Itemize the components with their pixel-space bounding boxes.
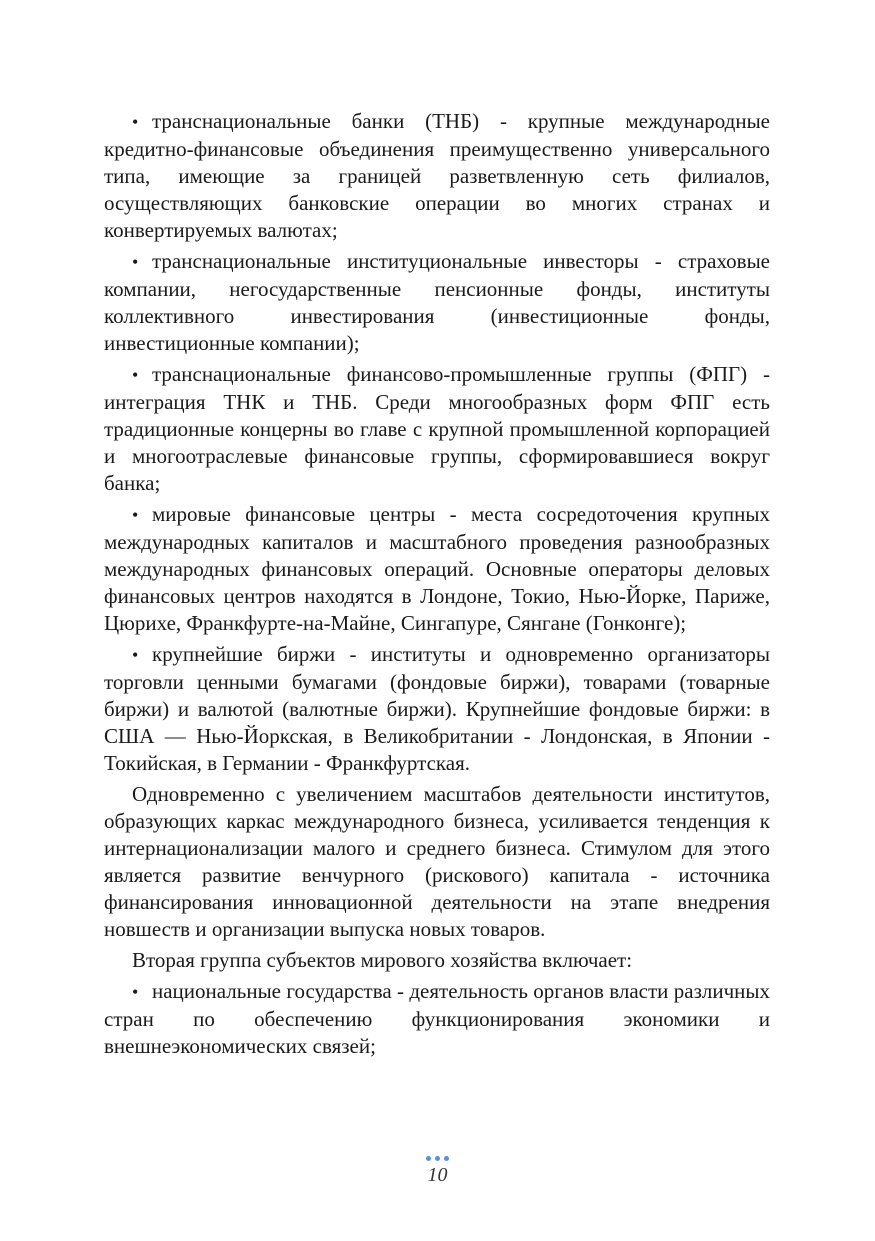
bullet-item-exchanges bbox=[104, 641, 770, 777]
paragraph-text: национальные государства - деятельность органов власти различных стран по обеспечению функционирования экономики и внешнеэкономических связей; bbox=[104, 979, 770, 1058]
paragraph-text: транснациональные финансово-промышленные группы (ФПГ) - интеграция ТНК и ТНБ. Среди многообразных форм ФПГ есть традиционные концерны во главе с крупной промышленной корпорацией и многоотраслевые финансовые группы, сформировавшиеся вокруг банка; bbox=[104, 362, 770, 495]
bullet-item-investors bbox=[104, 248, 770, 357]
paragraph-text: транснациональные банки (ТНБ) - крупные международные кредитно-финансовые объединения преимущественно универсального типа, имеющие за границей разветвленную сеть филиалов, осуществляющих банковские операции во многих странах и конвертируемых валютах; bbox=[104, 109, 770, 242]
page-number: 10 bbox=[427, 1164, 448, 1186]
bullet-item-fpg bbox=[104, 361, 770, 497]
bullet-item-national-states bbox=[104, 978, 770, 1060]
paragraph-text: транснациональные институциональные инвесторы - страховые компании, негосударственные пенсионные фонды, институты коллективного инвестирования (инвестиционные фонды, инвестиционные компании); bbox=[104, 249, 770, 355]
paragraph-text: Вторая группа субъектов мирового хозяйства включает: bbox=[132, 948, 633, 972]
ornament-dot bbox=[435, 1156, 440, 1161]
paragraph-text: крупнейшие биржи - институты и одновременно организаторы торговли ценными бумагами (фондовые биржи), товарами (товарные биржи) и валютой (валютные биржи). Крупнейшие фондовые биржи: в США — Нью-Йоркская, в Великобритании - Лондонская, в Японии - Токийская, в Германии - Франкфуртская. bbox=[104, 642, 770, 775]
ornament-dot bbox=[444, 1156, 449, 1161]
page-footer bbox=[0, 1153, 875, 1185]
bullet-icon: • bbox=[132, 365, 139, 385]
bullet-icon: • bbox=[132, 112, 139, 132]
paragraph-text: мировые финансовые центры - места сосредоточения крупных международных капиталов и масштабного проведения разнообразных международных финансовых операций. Основные операторы деловых финансовых центров находятся в Лондоне, Токио, Нью-Йорке, Париже, Цюрихе, Франкфурте-на-Майне, Сингапуре, Сянгане (Гонконге); bbox=[104, 502, 770, 635]
bullet-item-financial-centers bbox=[104, 501, 770, 637]
bullet-icon: • bbox=[132, 505, 139, 525]
page-body bbox=[104, 108, 770, 1060]
bullet-icon: • bbox=[132, 645, 139, 665]
paragraph-small-business bbox=[104, 781, 770, 943]
paragraph-text: Одновременно с увеличением масштабов деятельности институтов, образующих каркас международного бизнеса, усиливается тенденция к интернационализации малого и среднего бизнеса. Стимулом для этого является развитие венчурного (рискового) капитала - источника финансирования инновационной деятельности на этапе внедрения новшеств и организации выпуска новых товаров. bbox=[104, 782, 770, 941]
ornament-dot bbox=[426, 1156, 431, 1161]
paragraph-second-group bbox=[104, 947, 770, 974]
bullet-icon: • bbox=[132, 252, 139, 272]
bullet-item-tnb bbox=[104, 108, 770, 244]
bullet-icon: • bbox=[132, 982, 139, 1002]
